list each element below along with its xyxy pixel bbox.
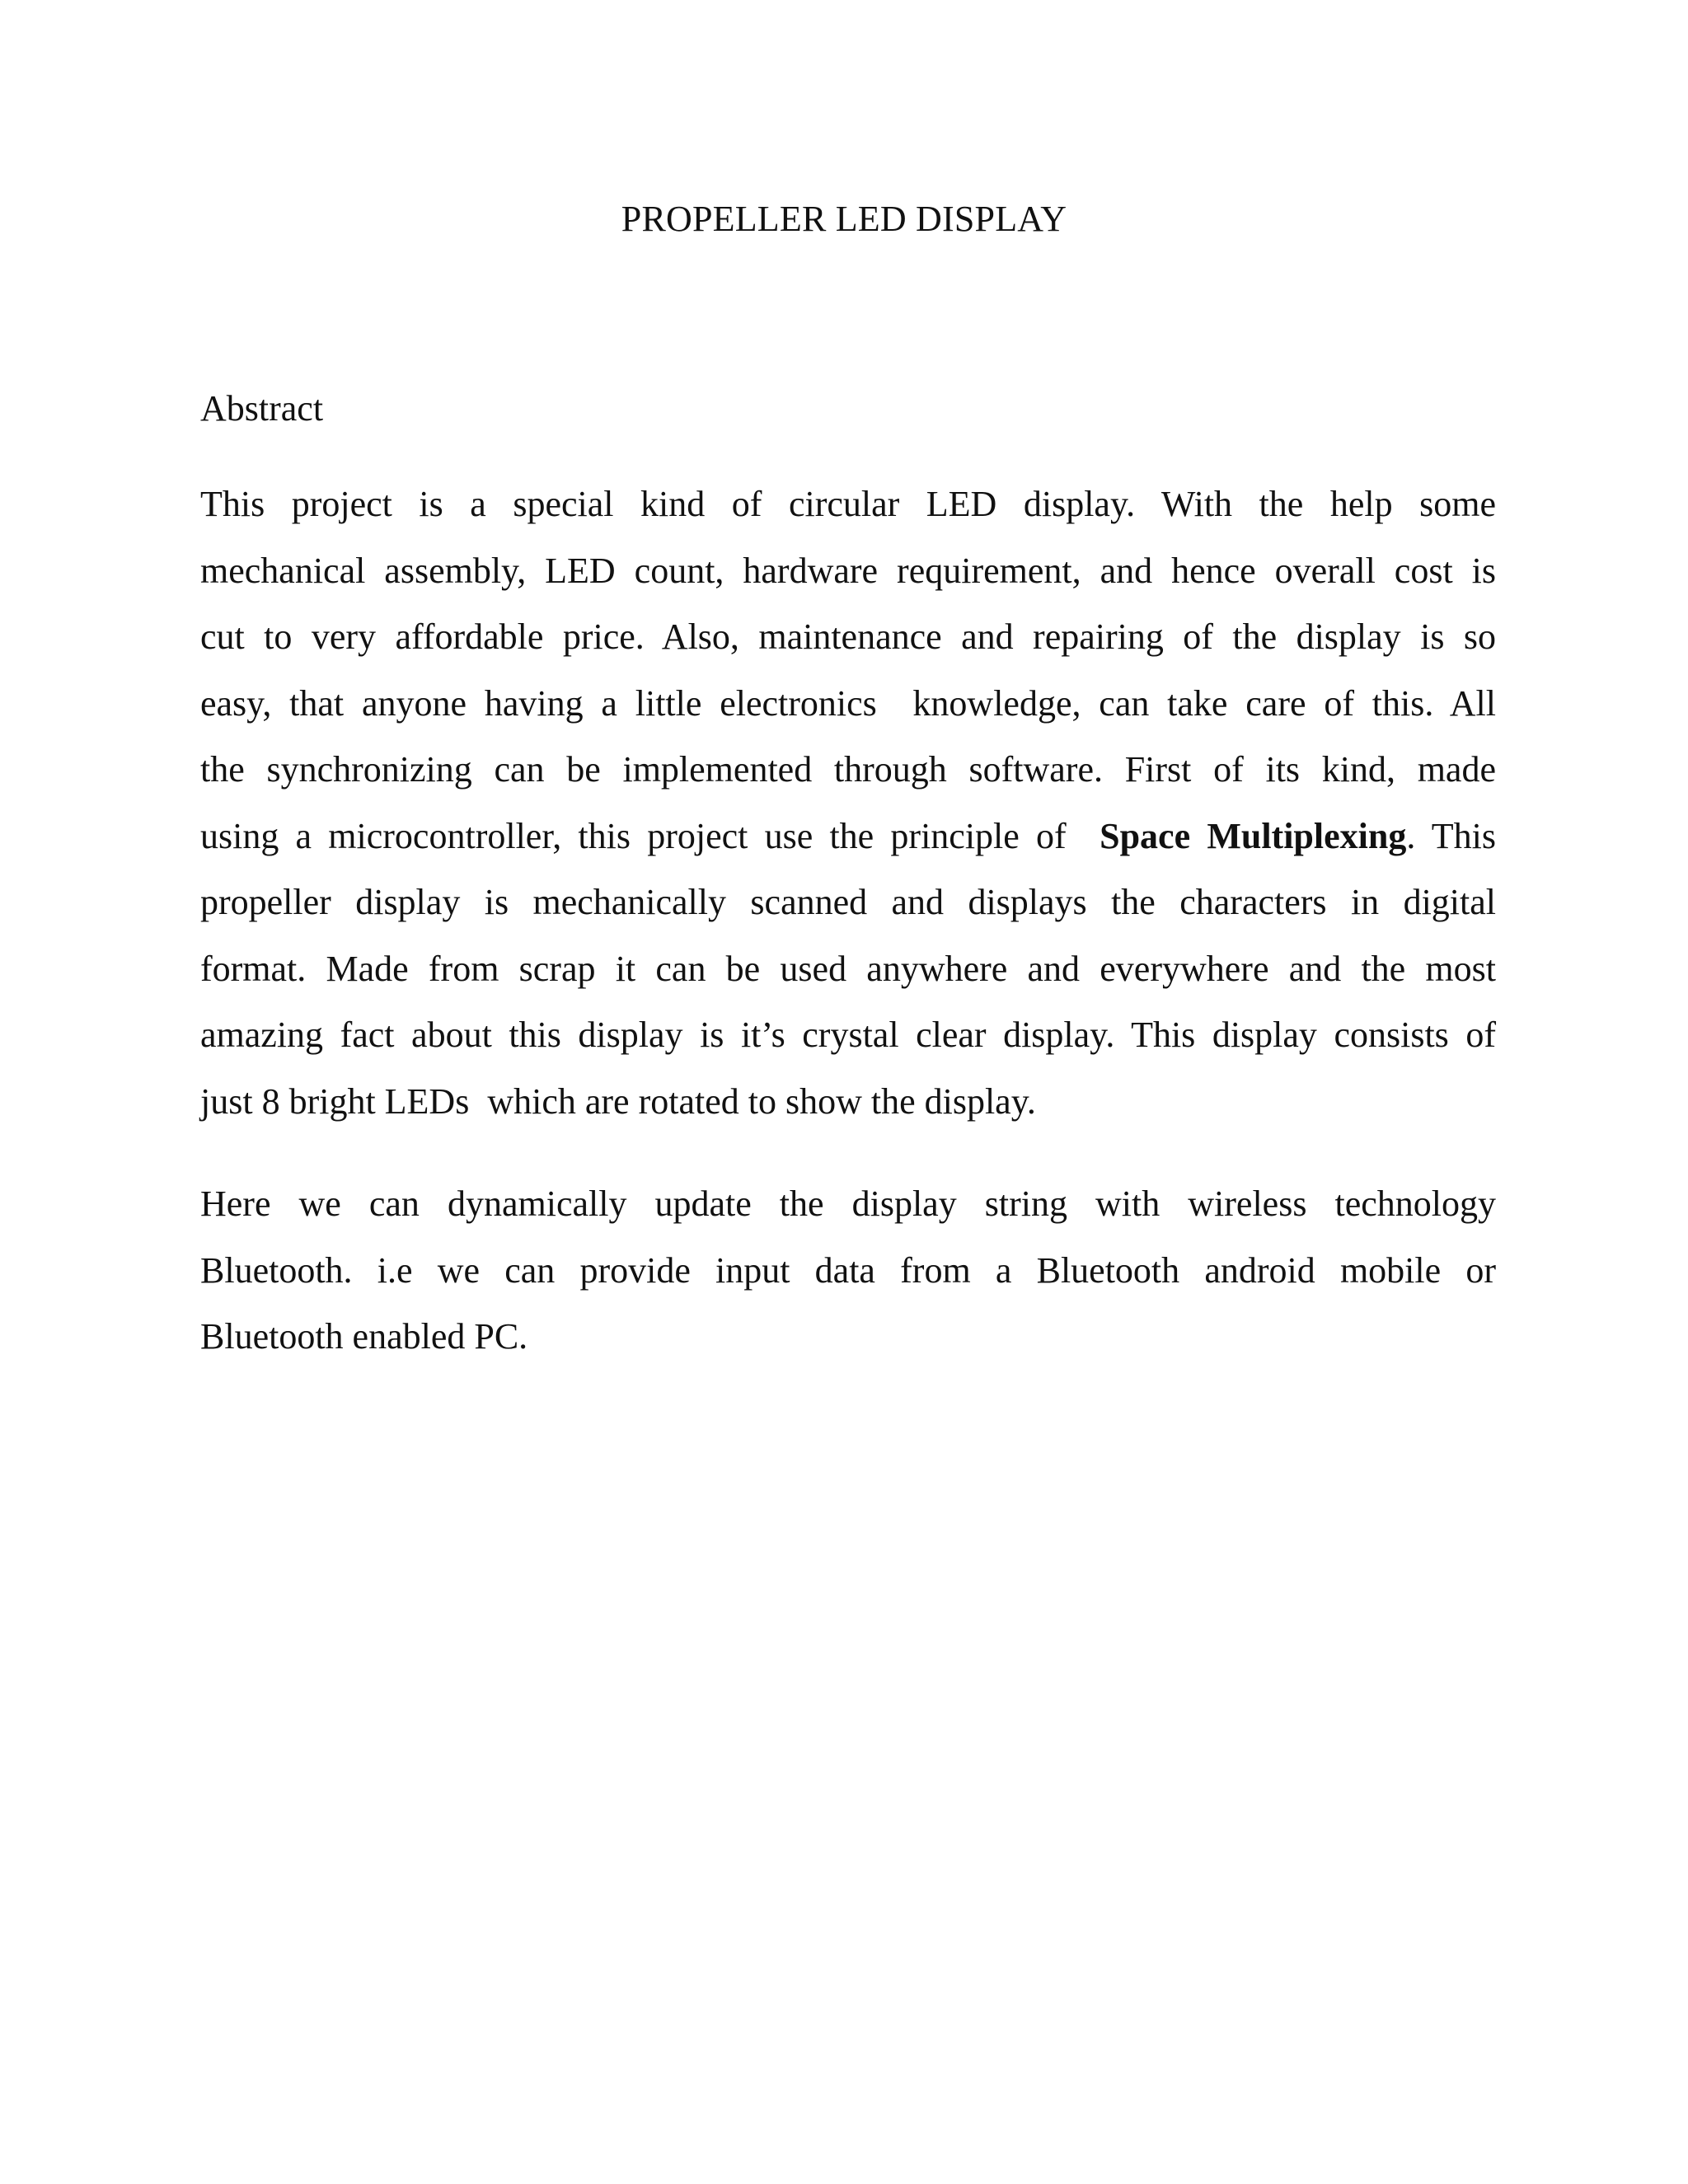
- text-line: format. Made from scrap it can be used anywhere and everywhere and the most: [200, 948, 1496, 989]
- text-line: the synchronizing can be implemented through software. First of its kind, made: [200, 749, 1496, 790]
- text-segment: using a microcontroller, this project use the principle of: [200, 815, 1100, 856]
- text-line: Bluetooth. i.e we can provide input data from a Bluetooth android mobile or: [200, 1249, 1496, 1291]
- text-line: Bluetooth enabled PC.: [200, 1316, 528, 1357]
- text-line: This project is a special kind of circular LED display. With the help some: [200, 484, 1496, 524]
- document-title: PROPELLER LED DISPLAY: [621, 199, 1067, 239]
- abstract-paragraph-1: [200, 471, 1496, 1135]
- abstract-paragraph-2: [200, 1171, 1496, 1371]
- section-heading: Abstract: [200, 388, 324, 429]
- text-line: cut to very affordable price. Also, maintenance and repairing of the display is so: [200, 616, 1496, 657]
- text-line: amazing fact about this display is it’s crystal clear display. This display consists of: [200, 1015, 1496, 1055]
- text-line: easy, that anyone having a little electronics knowledge, can take care of this. All: [200, 682, 1496, 724]
- text-line: just 8 bright LEDs which are rotated to show the display.: [200, 1080, 1036, 1122]
- bold-term: Space Multiplexing: [1100, 815, 1407, 856]
- text-line: propeller display is mechanically scanned and displays the characters in digital: [200, 882, 1496, 922]
- text-line-with-bold: [200, 804, 1496, 870]
- text-line: mechanical assembly, LED count, hardware requirement, and hence overall cost is: [200, 550, 1496, 591]
- text-line: Here we can dynamically update the display string with wireless technology: [200, 1183, 1496, 1224]
- text-segment: . This: [1406, 815, 1497, 856]
